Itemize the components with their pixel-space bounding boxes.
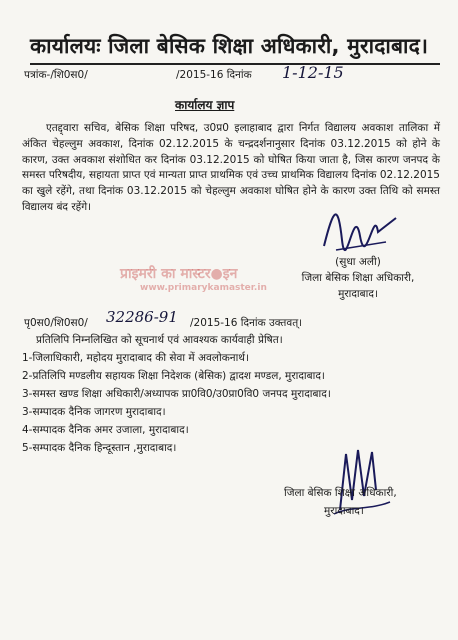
letter-year-date-label: /2015-16 दिनांक [176, 69, 252, 81]
list-item: 1-जिलाधिकारी, महोदय मुरादाबाद की सेवा में अवलोकनार्थ। [22, 352, 249, 364]
office-heading: कार्यालयः जिला बेसिक शिक्षा अधिकारी, मुरादाबाद। [30, 32, 440, 65]
letter-number-prefix: पत्रांक-/शि0स0/ [24, 69, 88, 81]
watermark-text: प्राइमरी का मास्टर●इन [120, 266, 238, 282]
list-item: 5-सम्पादक दैनिक हिन्दूस्तान ,मुरादाबाद। [22, 442, 177, 454]
signatory-designation: जिला बेसिक शिक्षा अधिकारी, [301, 272, 415, 284]
letter-number-line [24, 63, 444, 82]
signatory-designation: जिला बेसिक शिक्षा अधिकारी, [284, 487, 397, 499]
signatory-place: मुरादाबाद। [338, 288, 378, 300]
list-item: 2-प्रतिलिपि मण्डलीय सहायक शिक्षा निदेशक (बेसिक) द्वादश मण्डल, मुरादाबाद। [22, 370, 325, 382]
list-item: 4-सम्पादक दैनिक अमर उजाला, मुरादाबाद। [22, 424, 189, 436]
signature-scribble-1 [316, 196, 406, 256]
reference-number-line [24, 308, 444, 330]
list-item: 3-सम्पादक दैनिक जागरण मुरादाबाद। [22, 406, 166, 418]
list-item: 3-समस्त खण्ड शिक्षा अधिकारी/अध्यापक प्रा0वि0/उ0प्रा0वि0 जनपद मुरादाबाद। [22, 388, 331, 400]
signatory-place: मुरादाबाद। [324, 505, 364, 517]
watermark-url: www.primarykamaster.in [140, 283, 267, 293]
reference-prefix: पृ0स0/शि0स0/ [24, 317, 88, 329]
copy-intro: प्रतिलिपि निम्नलिखित को सूचनार्थ एवं आवश्यक कार्यवाही प्रेषित। [36, 334, 283, 346]
signature-block-2 [284, 484, 454, 520]
signature-block-1 [278, 254, 438, 302]
handwritten-date: 1-12-15 [282, 63, 344, 82]
signatory-name: (सुधा अली) [335, 256, 381, 268]
handwritten-reference-number: 32286-91 [106, 308, 178, 326]
reference-year-date-label: /2015-16 दिनांक उक्तवत्। [190, 317, 303, 329]
memo-title: कार्यालय ज्ञाप [175, 98, 235, 112]
memo-body: एतद्द्वारा सचिव, बेसिक शिक्षा परिषद, उ0प्र0 इलाहाबाद द्वारा निर्गत विद्यालय अवकाश तालिका में अंकित चेहल्लुम अवकाश, दिनांक 02.12.2015 के चन्द्रदर्शनानुसार दिनांक 03.12.2015 को होने के कारण, उक्त अवकाश संशोधित कर दिनांक 03.12.2015 को घोषित किया जाता है, जिस कारण जनपद के समस्त परिषदीय, सहायता प्राप्त एवं मान्यता प्राप्त प्राथमिक एवं उच्च प्राथमिक विद्यालय दिनांक 02.12.2015 का खुले रहेंगे, तथा दिनांक 03.12.2015 को चेहल्लुम अवकाश घोषित होने के कारण उक्त तिथि को समस्त विद्यालय बंद रहेंगे। [22, 122, 440, 213]
